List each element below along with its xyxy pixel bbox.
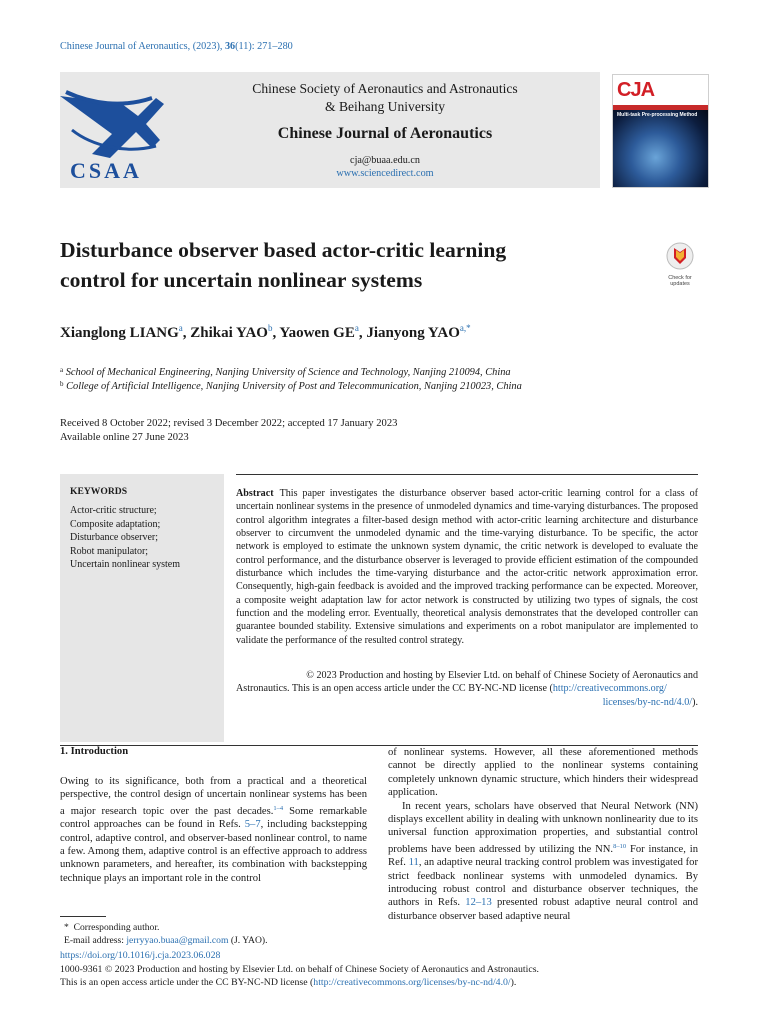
keywords-heading: KEYWORDS [70,486,128,497]
abstract-label: Abstract [236,488,274,499]
society-name: Chinese Society of Aeronautics and Astronautics & Beihang University [252,81,518,114]
keywords-list [70,504,180,572]
check-for-updates-button[interactable]: Check for updates [662,242,698,284]
journal-title: Chinese Journal of Aeronautics [277,125,493,142]
author-affil-mark[interactable]: b [267,323,273,333]
journal-citation[interactable]: Chinese Journal of Aeronautics, (2023), 36(11): 271–280 [60,41,293,52]
intro-left-column: Owing to its significance, both from a practical and a theoretical perspective, the control design of uncertain nonlinear systems has been a major research topic over the past decades.$^{1-4}$ Some remarkable control approaches can be found in Refs. 5–7, including backstepping control, adaptive control, and observer-based nonlinear control, to name a few. Among them, adaptive control is an effective approach to address unknown parameters, and hereafter, its combination with backstepping technique plays an important role in the control [60,776,368,884]
article-title: Disturbance observer based actor-critic learning control for uncertain nonlinear systems [60,238,507,292]
keyword-item: Uncertain nonlinear system [70,559,180,570]
license-link[interactable]: licenses/by-nc-nd/4.0/ [602,696,693,708]
author-name: Zhikai YAO [190,325,268,341]
journal-email[interactable]: cja@buaa.edu.cn [350,155,420,166]
journal-cover-thumbnail[interactable] [612,74,709,188]
affiliation: $^a$ School of Mechanical Engineering, Nanjing University of Science and Technology, Nanjing 210094, China [60,366,511,378]
author-affil-mark[interactable]: a,* [459,323,471,333]
journal-website-link[interactable]: www.sciencedirect.com [336,168,434,179]
abstract-top-rule [236,474,698,475]
keyword-item: Actor-critic structure; [70,505,157,516]
author-list: Xianglong LIANG$^a$, Zhikai YAO$^b$, Yaowen $GE^a$, Jianyong $YAO^{a,*}$ [60,323,471,341]
section-heading-introduction: 1. Introduction [60,746,129,757]
author-affil-mark[interactable]: a [178,323,183,333]
author-affil-mark[interactable]: a [354,323,359,333]
author-name: Jianyong YAO [366,325,460,341]
article-dates: Received 8 October 2022; revised 3 December 2022; accepted 17 January 2023 Available online 27 June 2023 [60,418,398,443]
reference-link[interactable]: 12–13 [465,897,492,909]
license-link[interactable]: http://creativecommons.org/ [552,683,667,695]
reference-link[interactable]: 1–4 [273,804,284,812]
csaa-logo-text: CSAA [70,158,142,183]
intro-right-column: of nonlinear systems. However, all these aforementioned methods cannot be directly applied to the nonlinear systems containing completely unknown dynamic structure, which hinders their widespread application. In recent years, scholars have observed that Neural Network (NN) displays excellent ability in dealing with unknown nonlinearity due to its universal function approximation properties, and substantial control problems have been addressed by utilizing the NN.$^{8-10}$ For instance, in Ref. 11, an adaptive neural tracking control problem was investigated for strict feedback nonlinear systems with unmodeled dynamics. By introducing robust control and disturbance observer techniques, the authors in Refs. 12–13 presented robust adaptive neural control and disturbance observer based adaptive neural [388,747,699,922]
cover-earth-image [613,110,708,188]
doi-link[interactable]: https://doi.org/10.1016/j.cja.2023.06.028 [60,950,221,961]
corresponding-author-footnote: * Corresponding author. E-mail address: jerryyao.buaa@gmail.com (J. YAO). [64,922,268,946]
affiliation: $^b$ College of Artificial Intelligence, Nanjing University of Post and Telecommunication, Nanjing 210023, China [60,380,522,392]
crossmark-icon [665,242,695,270]
csaa-logo [52,74,170,184]
footnote-rule [60,916,106,917]
footer-license: 1000-9361 © 2023 Production and hosting by Elsevier Ltd. on behalf of Chinese Society of Aeronautics and Astronautics. This is an open access article under the CC BY-NC-ND license (http://creativecommons.org/licenses/by-nc-nd/4.0/). [60,964,539,988]
reference-link[interactable]: 8–10 [613,842,627,850]
license-link[interactable]: http://creativecommons.org/licenses/by-nc-nd/4.0/ [313,977,511,988]
author-email-link[interactable]: jerryyao.buaa@gmail.com [126,935,229,946]
keyword-item: Robot manipulator; [70,545,149,557]
reference-link[interactable]: 11 [408,857,419,869]
reference-link[interactable]: 5–7 [244,819,261,831]
abstract [236,487,698,647]
cja-logo: CJA [617,79,655,101]
keyword-item: Disturbance observer; [70,532,159,543]
abstract-copyright: © 2023 Production and hosting by Elsevier Ltd. on behalf of Chinese Society of Aeronautics and Astronautics. This is an open access article under the CC BY-NC-ND license (http://creativecommons.org/ licenses/by-nc-nd/4.0/). [236,670,698,708]
keyword-item: Composite adaptation; [70,518,161,530]
cover-caption: Multi-task Pre-processing Method [617,112,698,118]
author-name: Xianglong LIANG [60,325,179,341]
author-name: Yaowen GE [279,325,355,341]
abstract-text: This paper investigates the disturbance observer based actor-critic learning control for a class of uncertain nonlinear systems in the presence of unmodeled dynamics and time-varying disturbances. The proposed control algorithm integrates a filter-based design method with actor-critic learning architecture and disturbance observer to circumvent the unmodeled dynamic and the time-varying disturbance. To be specific, the actor network is employed to estimate the unknown system dynamic, the critic network is developed to evaluate the control performance, and the disturbance observer is leveraged to provide efficient estimation of the compounded disturbance which includes the time-varying disturbance and the actor-critic network approximation error. Consequently, high-gain feedback is avoided and the improved tracking performance can be expected. Moreover, a composite weight adaptation law for actor network is constructed by utilizing two types of signals, the cost function and the modeling error. Eventually, theoretical analysis demonstrates that the developed controller can guarantee bounded stability. Extensive simulations and experiments on a robot manipulator are implemented to validate the performance of the resulted control strategy. [236,488,698,646]
